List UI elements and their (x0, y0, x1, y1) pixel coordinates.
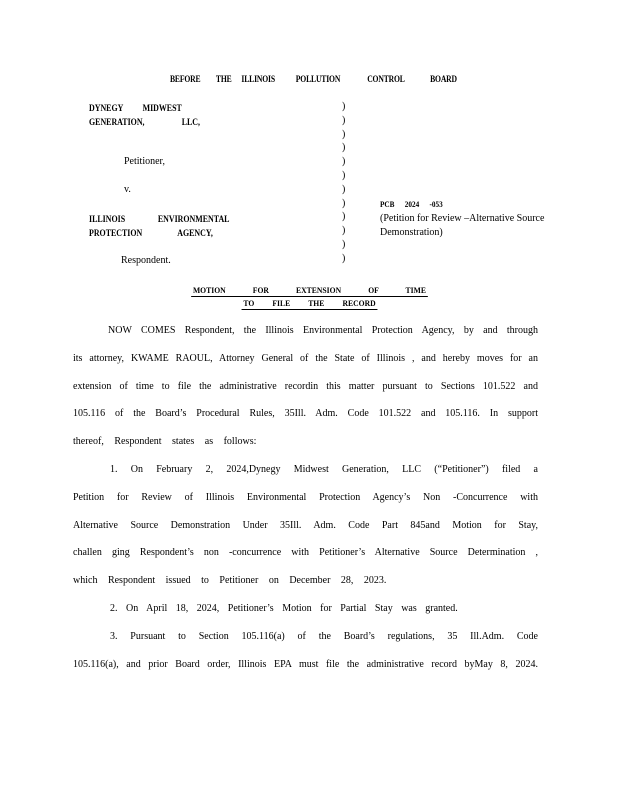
body-line: 3. Pursuant to Section 105.116(a) of the Board’s regulations, 35 Ill.Adm. Code (110, 630, 538, 642)
body-line: which Respondent issued to Petitioner on December 28, 2023. (73, 575, 387, 587)
body-line: its attorney, KWAME RAOUL, Attorney General of the State of Illinois , and hereby moves for an (73, 352, 538, 364)
heading-word: THE (215, 74, 232, 84)
respondent-label: Respondent. (121, 255, 171, 266)
motion-title (0, 284, 618, 310)
body-line: thereof, Respondent states as follows: (73, 436, 257, 448)
case-number: PCB 2024 -053 (380, 199, 443, 209)
heading-word: CONTROL (367, 74, 405, 84)
petitioner-name: DYNEGY MIDWEST GENERATION, LLC, (89, 103, 200, 127)
body-line: 2. On April 18, 2024, Petitioner’s Motion for Partial Stay was granted. (110, 602, 458, 614)
court-heading (170, 74, 457, 84)
body-line: 105.116 of the Board’s Procedural Rules, 35Ill. Adm. Code 101.522 and 105.116. In support (73, 408, 538, 420)
title-line-1: MOTION FOR EXTENSION OF TIME (192, 285, 426, 295)
body-line: NOW COMES Respondent, the Illinois Environmental Protection Agency, by and through (108, 325, 538, 336)
body-line: Alternative Source Demonstration Under 35Ill. Adm. Code Part 845and Motion for Stay, (73, 519, 538, 531)
caption-parentheses: ) ) ) ) ) ) ) ) ) ) ) ) (342, 101, 346, 264)
body-line: extension of time to file the administrative recordin this matter pursuant to Sections 101.522 and (73, 380, 538, 392)
body-line: Petition for Review of Illinois Environmental Protection Agency’s Non -Concurrence with (73, 491, 538, 503)
respondent-name: ILLINOIS ENVIRONMENTAL PROTECTION AGENCY, (89, 214, 230, 238)
heading-word: BEFORE (170, 74, 201, 84)
heading-word: BOARD (430, 74, 457, 84)
body-line: challen ging Respondent’s non -concurrence with Petitioner’s Alternative Source Determination , (73, 547, 538, 559)
versus-label: v. (124, 184, 131, 195)
case-description: (Petition for Review –Alternative Source Demonstration) (380, 213, 545, 238)
body-line: 1. On February 2, 2024,Dynegy Midwest Generation, LLC (“Petitioner”) filed a (110, 463, 538, 475)
motion-body (73, 324, 538, 685)
heading-word: POLLUTION (295, 74, 341, 84)
title-line-2: TO FILE THE RECORD (242, 298, 376, 308)
petitioner-label: Petitioner, (124, 156, 165, 167)
heading-word: ILLINOIS (241, 74, 275, 84)
body-line: 105.116(a), and prior Board order, Illinois EPA must file the administrative record byMay 8, 2024. (73, 658, 538, 670)
